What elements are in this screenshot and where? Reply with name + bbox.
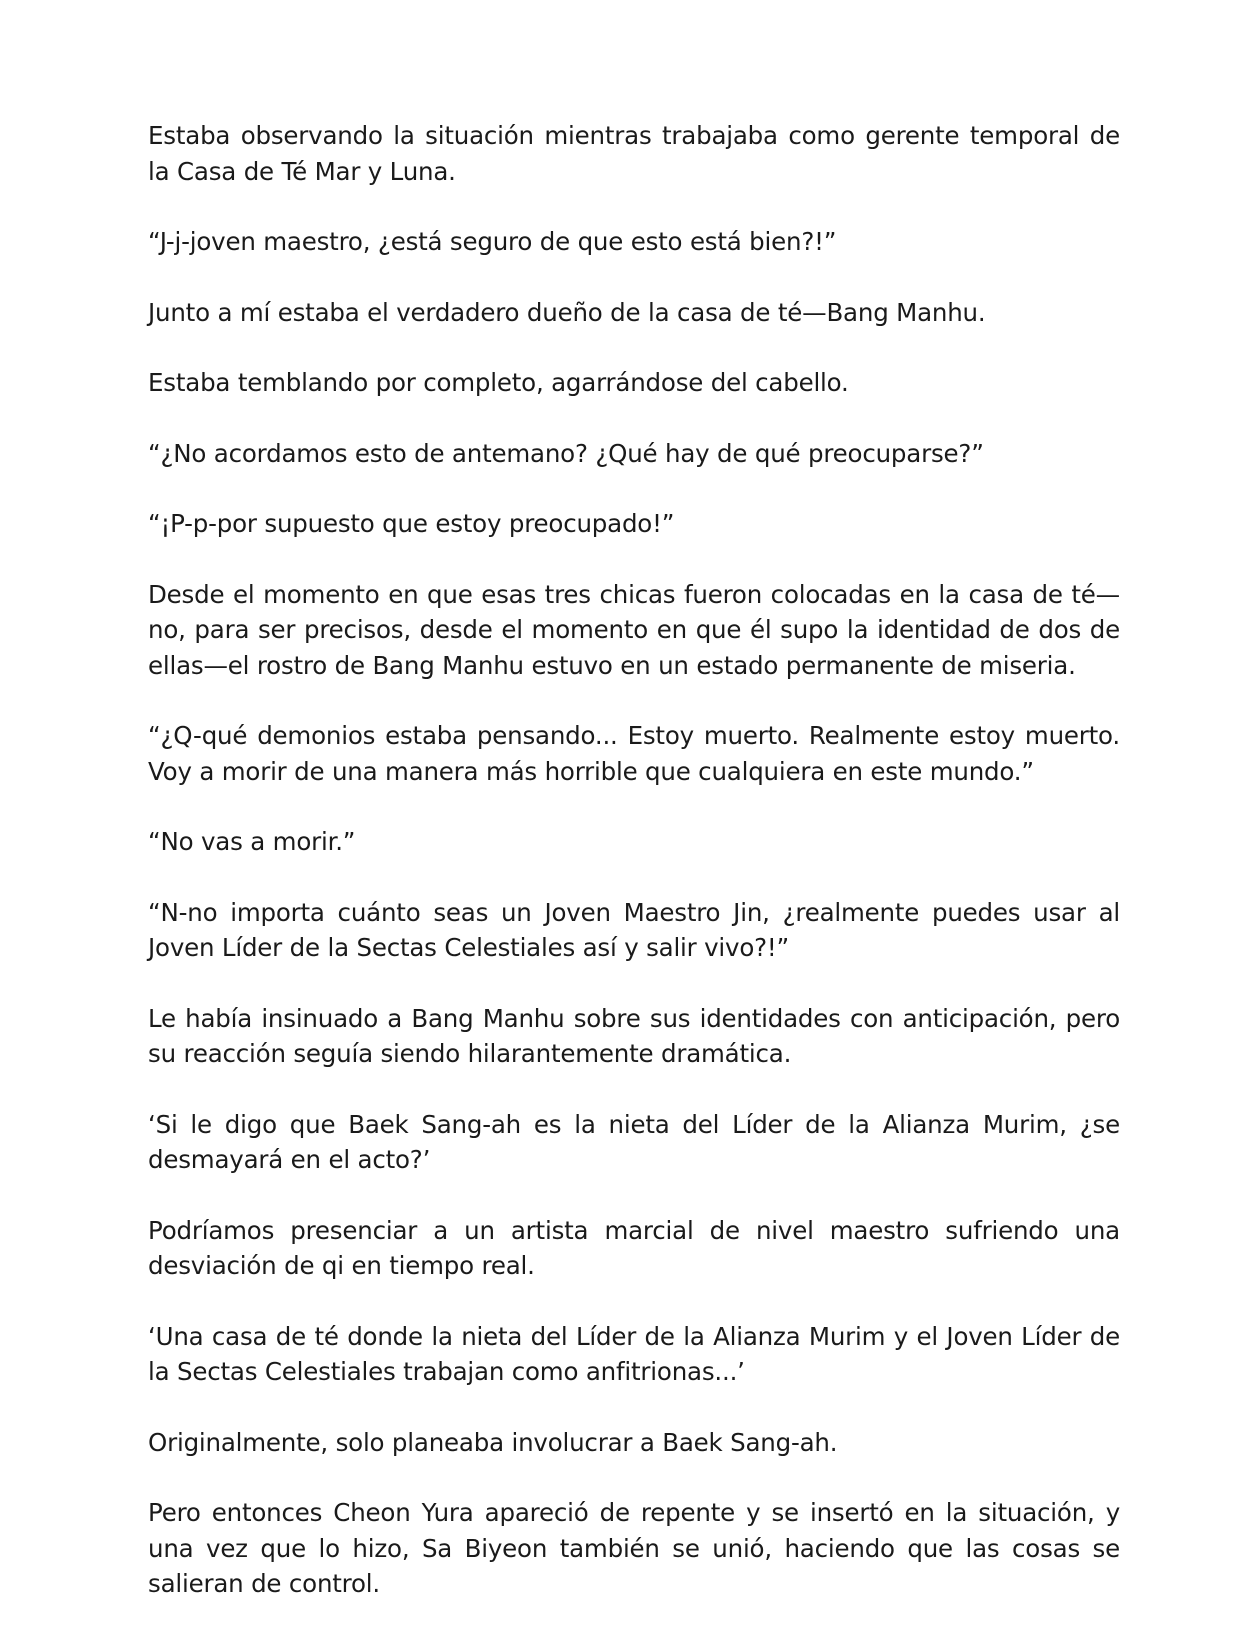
paragraph: Le había insinuado a Bang Manhu sobre sus identidades con anticipación, pero su reacción seguía siendo hilarantemente dramática. [148,1003,1120,1068]
paragraph: Pero entonces Cheon Yura apareció de repente y se insertó en la situación, y una vez que lo hizo, Sa Biyeon también se unió, haciendo que las cosas se salieran de control. [148,1498,1120,1598]
paragraph: ‘Una casa de té donde la nieta del Líder de la Alianza Murim y el Joven Líder de la Sectas Celestiales trabajan como anfitrionas...’ [148,1321,1120,1386]
paragraph: ‘Si le digo que Baek Sang-ah es la nieta del Líder de la Alianza Murim, ¿se desmayará en el acto?’ [148,1109,1120,1174]
document-page [148,118,1120,1637]
paragraph: Estaba observando la situación mientras trabajaba como gerente temporal de la Casa de Té Mar y Luna. [148,121,1120,186]
paragraph: “N-no importa cuánto seas un Joven Maestro Jin, ¿realmente puedes usar al Joven Líder de la Sectas Celestiales así y salir vivo?!” [148,897,1120,962]
paragraph: “¡P-p-por supuesto que estoy preocupado!” [148,509,675,538]
paragraph: Desde el momento en que esas tres chicas fueron colocadas en la casa de té—no, para ser precisos, desde el momento en que él supo la identidad de dos de ellas—el rostro de Bang Manhu estuvo en un estado permanente de miseria. [148,579,1120,680]
paragraph: “No vas a morir.” [148,827,356,856]
paragraph: Junto a mí estaba el verdadero dueño de la casa de té—Bang Manhu. [148,297,986,327]
paragraph: “¿No acordamos esto de antemano? ¿Qué hay de qué preocuparse?” [148,438,984,468]
paragraph: Originalmente, solo planeaba involucrar a Baek Sang-ah. [148,1427,838,1457]
paragraph: “¿Q-qué demonios estaba pensando... Estoy muerto. Realmente estoy muerto. Voy a morir de una manera más horrible que cualquiera en este mundo.” [148,721,1120,786]
paragraph: “J-j-joven maestro, ¿está seguro de que esto está bien?!” [148,227,837,256]
paragraph: Podríamos presenciar a un artista marcial de nivel maestro sufriendo una desviación de qi en tiempo real. [148,1215,1120,1280]
paragraph: Estaba temblando por completo, agarrándose del cabello. [148,368,849,397]
